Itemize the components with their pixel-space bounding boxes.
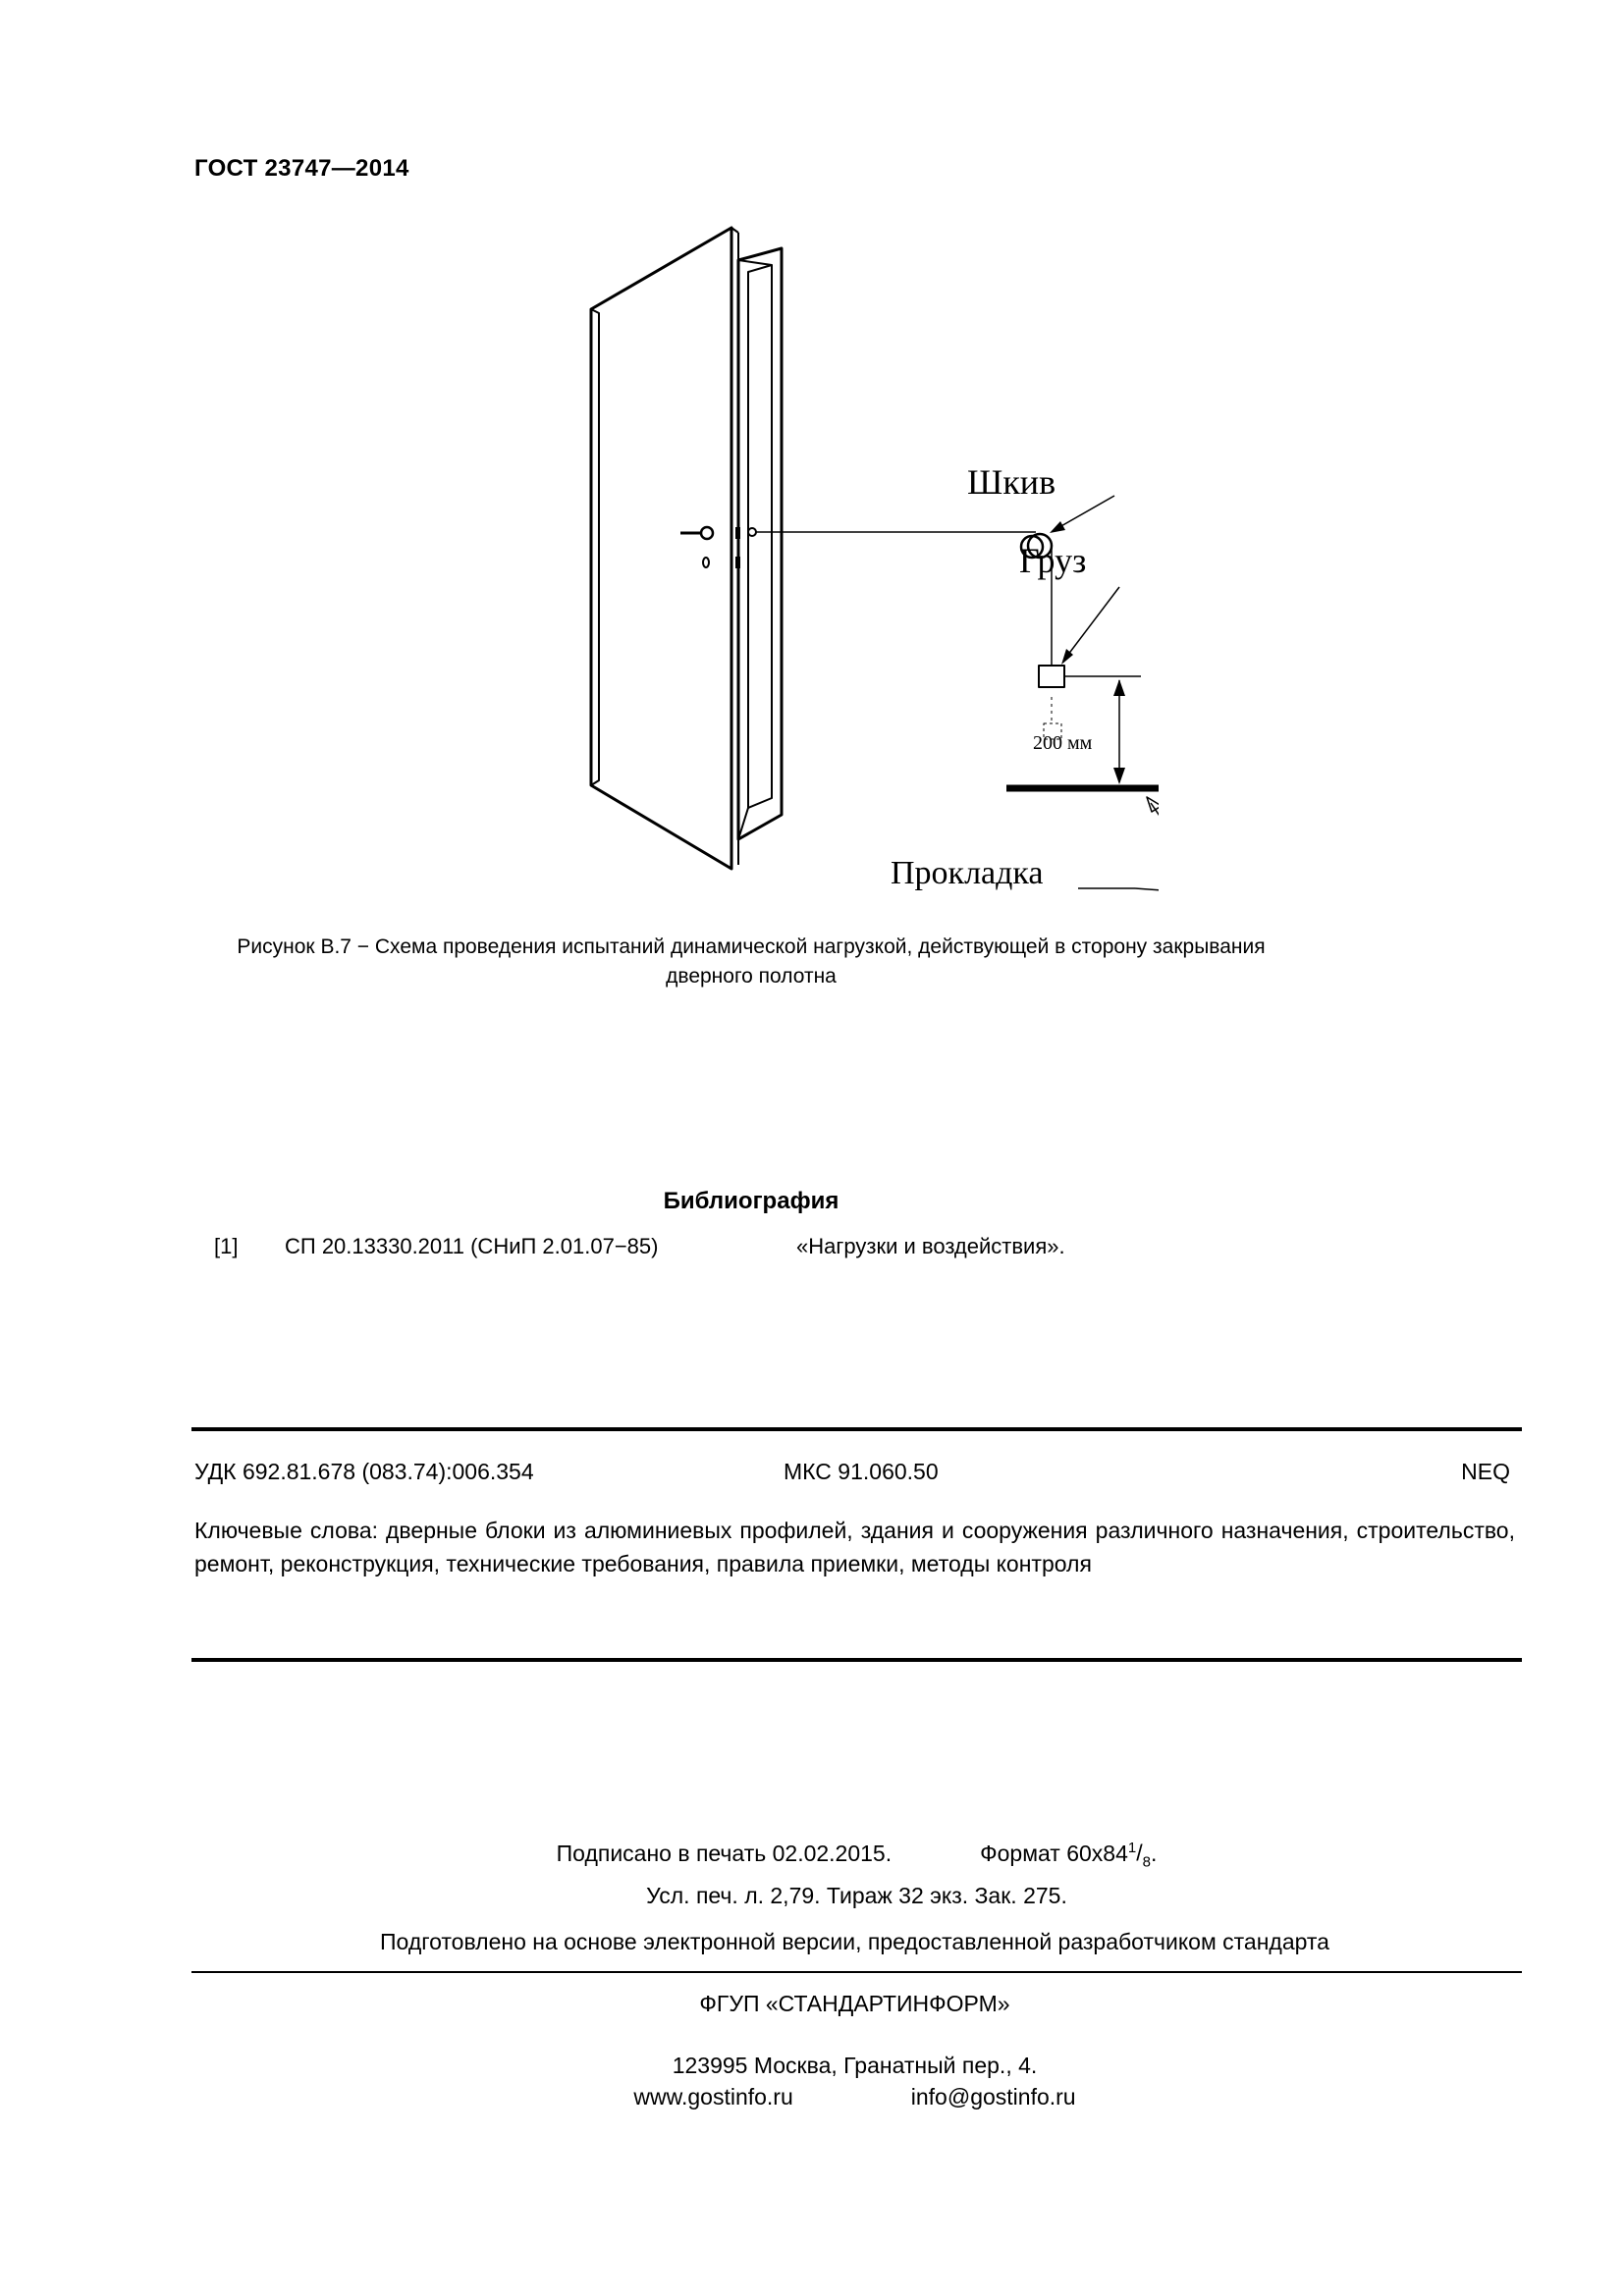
weight-label: Груз — [1019, 541, 1087, 580]
document-header: ГОСТ 23747—2014 — [194, 155, 409, 182]
door-leaf — [591, 228, 731, 869]
neq-label: NEQ — [1461, 1459, 1510, 1484]
publisher-website[interactable]: www.gostinfo.ru — [633, 2084, 793, 2109]
figure-caption — [196, 933, 1306, 991]
publisher-email[interactable]: info@gostinfo.ru — [910, 2084, 1076, 2109]
imprint-block — [196, 1832, 1517, 1912]
publisher-name: ФГУП «СТАНДАРТИНФОРМ» — [699, 1991, 1010, 2016]
distance-label: 200 мм — [1033, 732, 1093, 754]
publisher-address: 123995 Москва, Гранатный пер., 4. — [672, 2053, 1038, 2078]
divider-bottom — [191, 1658, 1522, 1662]
figure-caption-line2: дверного полотна — [666, 965, 837, 988]
bibliography-item-number: [1] — [214, 1234, 239, 1258]
pulley-label: Шкив — [967, 462, 1056, 502]
figure-caption-line1: Рисунок В.7 − Схема проведения испытаний динамической нагрузкой, действующей в сторону закрывания — [237, 935, 1266, 958]
divider-imprint — [191, 1971, 1522, 1973]
publisher-contacts — [194, 2081, 1515, 2112]
format-label: Формат $60x84^1/_8$. — [980, 1840, 1158, 1871]
mks-code: МКС 91.060.50 — [784, 1459, 939, 1484]
imprint-line2: Усл. печ. л. 2,79. Тираж 32 экз. Зак. 275. — [646, 1883, 1067, 1909]
publisher-address-block — [194, 2050, 1515, 2112]
keywords: Ключевые слова: дверные блоки из алюминиевых профилей, здания и сооружения различного назначения, строительство, ремонт, реконструкция, технические требования, правила приемки, методы контроля — [194, 1518, 1515, 1576]
divider-top — [191, 1427, 1522, 1431]
signed-date: Подписано в печать 02.02.2015. — [556, 1840, 893, 1866]
imprint-line1 — [196, 1832, 1517, 1879]
prepared-note: Подготовлено на основе электронной версии, предоставленной разработчиком стандарта — [380, 1929, 1329, 1954]
bibliography-title: Библиография — [663, 1188, 839, 1214]
door-handle — [701, 527, 713, 539]
bibliography-item-name: «Нагрузки и воздействия». — [796, 1234, 1065, 1258]
udk-code: УДК 692.81.678 (083.74):006.354 — [194, 1459, 534, 1484]
bibliography-item-code: СП 20.13330.2011 (СНиП 2.01.07−85) — [285, 1234, 659, 1258]
pad-label: Прокладка — [891, 855, 1044, 891]
door-test-diagram — [550, 211, 1159, 918]
weight — [1039, 666, 1064, 687]
door-frame-outer — [738, 248, 782, 839]
door-lock — [703, 558, 709, 567]
